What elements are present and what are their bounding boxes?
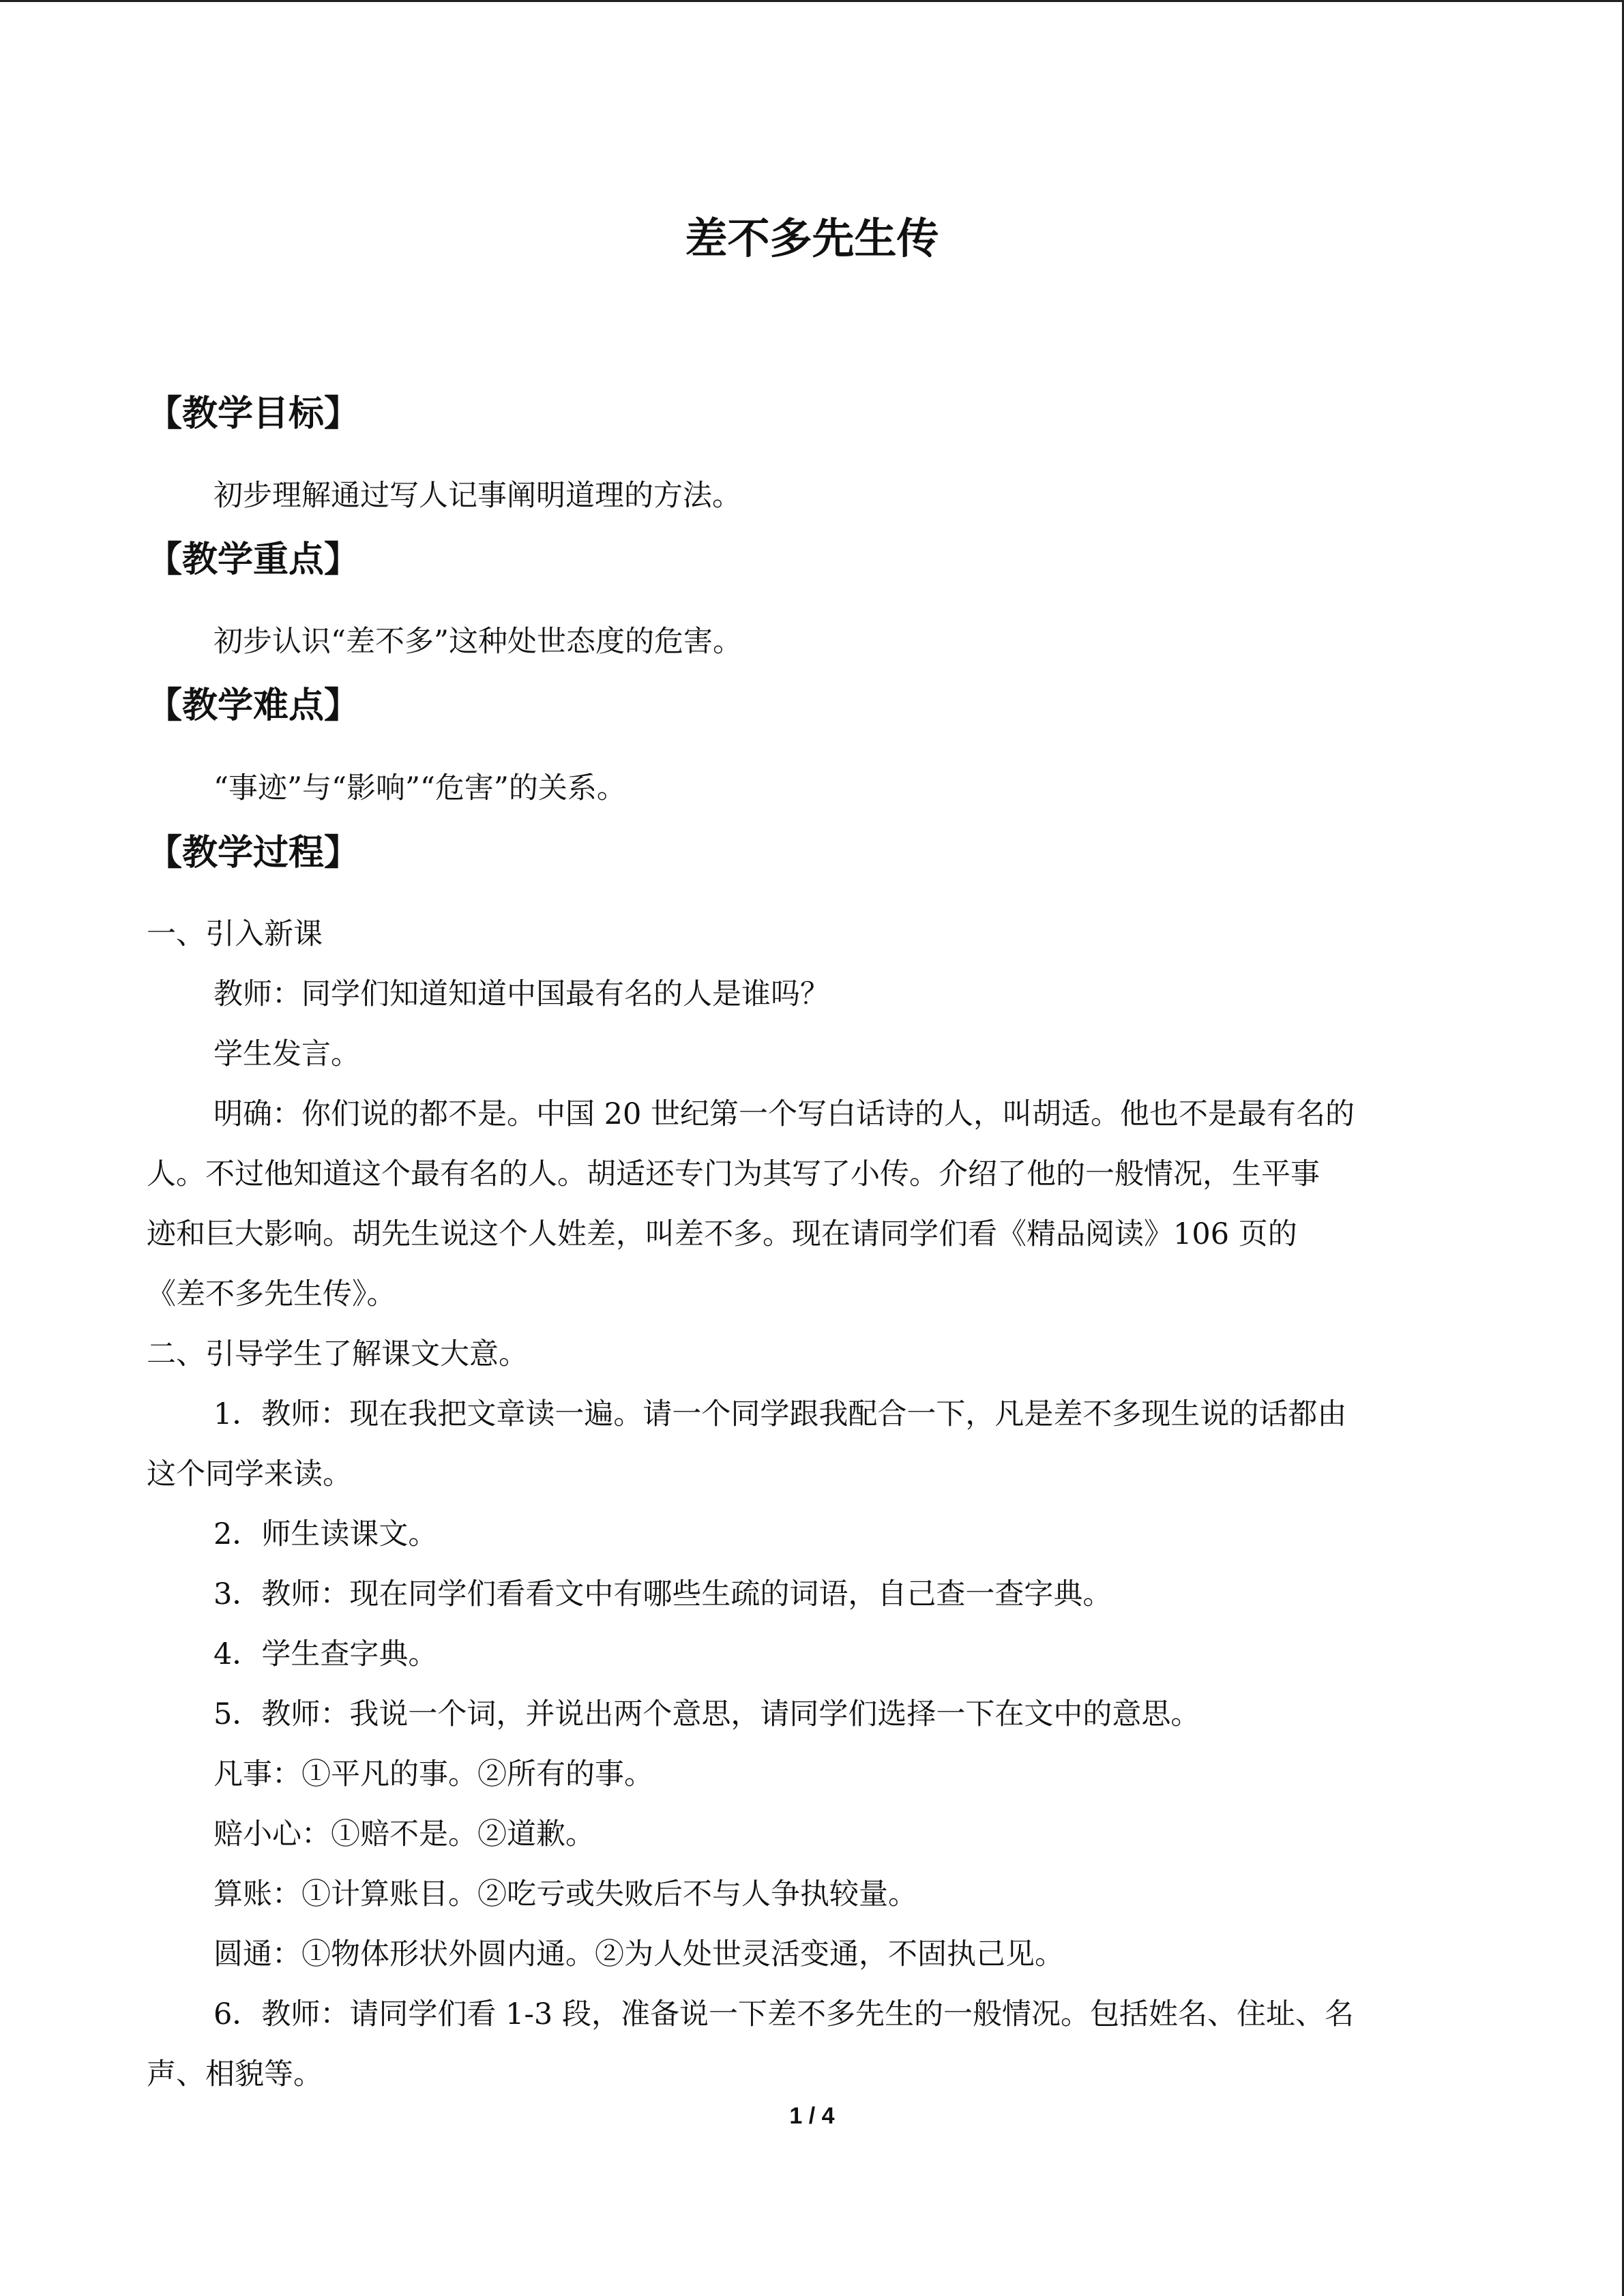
item6-line-1: 6．教师：请同学们看 1-3 段，准备说一下差不多先生的一般情况。包括姓名、住址、名: [213, 1997, 1354, 2031]
item3: 3．教师：现在同学们看看文中有哪些生疏的词语，自己查一查字典。: [213, 1577, 1112, 1611]
clarify-line-3: 迹和巨大影响。胡先生说这个人姓差，叫差不多。现在请同学们看《精品阅读》106 页的: [147, 1217, 1297, 1251]
item4: 4．学生查字典。: [213, 1637, 438, 1671]
heading-objectives: 【教学目标】: [147, 393, 360, 434]
clarify-line-4: 《差不多先生传》。: [147, 1277, 396, 1311]
item6-line-2: 声、相貌等。: [147, 2057, 323, 2091]
student-speak: 学生发言。: [213, 1037, 360, 1071]
heading-process: 【教学过程】: [147, 832, 360, 874]
document-title: 差不多先生传: [685, 213, 939, 263]
heading-key-points: 【教学重点】: [147, 539, 360, 580]
clarify-line-1: 明确：你们说的都不是。中国 20 世纪第一个写白话诗的人，叫胡适。他也不是最有名的: [213, 1097, 1355, 1131]
item2: 2．师生读课文。: [213, 1517, 438, 1551]
word-definition-1: 凡事：①平凡的事。②所有的事。: [213, 1757, 653, 1791]
word-definition-2: 赔小心：①赔不是。②道歉。: [213, 1817, 595, 1851]
item1-line-2: 这个同学来读。: [147, 1457, 352, 1491]
word-definition-3: 算账：①计算账目。②吃亏或失败后不与人争执较量。: [213, 1877, 917, 1911]
heading-difficulties: 【教学难点】: [147, 685, 360, 726]
word-definition-4: 圆通：①物体形状外圆内通。②为人处世灵活变通，不固执己见。: [213, 1937, 1064, 1971]
page-top-border: [0, 0, 1624, 2]
item1-line-1: 1．教师：现在我把文章读一遍。请一个同学跟我配合一下，凡是差不多现生说的话都由: [213, 1397, 1347, 1431]
step2-title: 二、引导学生了解课文大意。: [147, 1337, 528, 1371]
objectives-text: 初步理解通过写人记事阐明道理的方法。: [213, 479, 741, 513]
page-number: 1 / 4: [789, 2103, 835, 2129]
step1-title: 一、引入新课: [147, 917, 323, 951]
difficulties-text: “事迹”与“影响”“危害”的关系。: [213, 771, 626, 805]
teacher-question: 教师：同学们知道知道中国最有名的人是谁吗？: [213, 977, 829, 1011]
key-points-text: 初步认识“差不多”这种处世态度的危害。: [213, 625, 742, 659]
item5: 5．教师：我说一个词，并说出两个意思，请同学们选择一下在文中的意思。: [213, 1697, 1200, 1731]
clarify-line-2: 人。不过他知道这个最有名的人。胡适还专门为其写了小传。介绍了他的一般情况，生平事: [147, 1157, 1320, 1191]
